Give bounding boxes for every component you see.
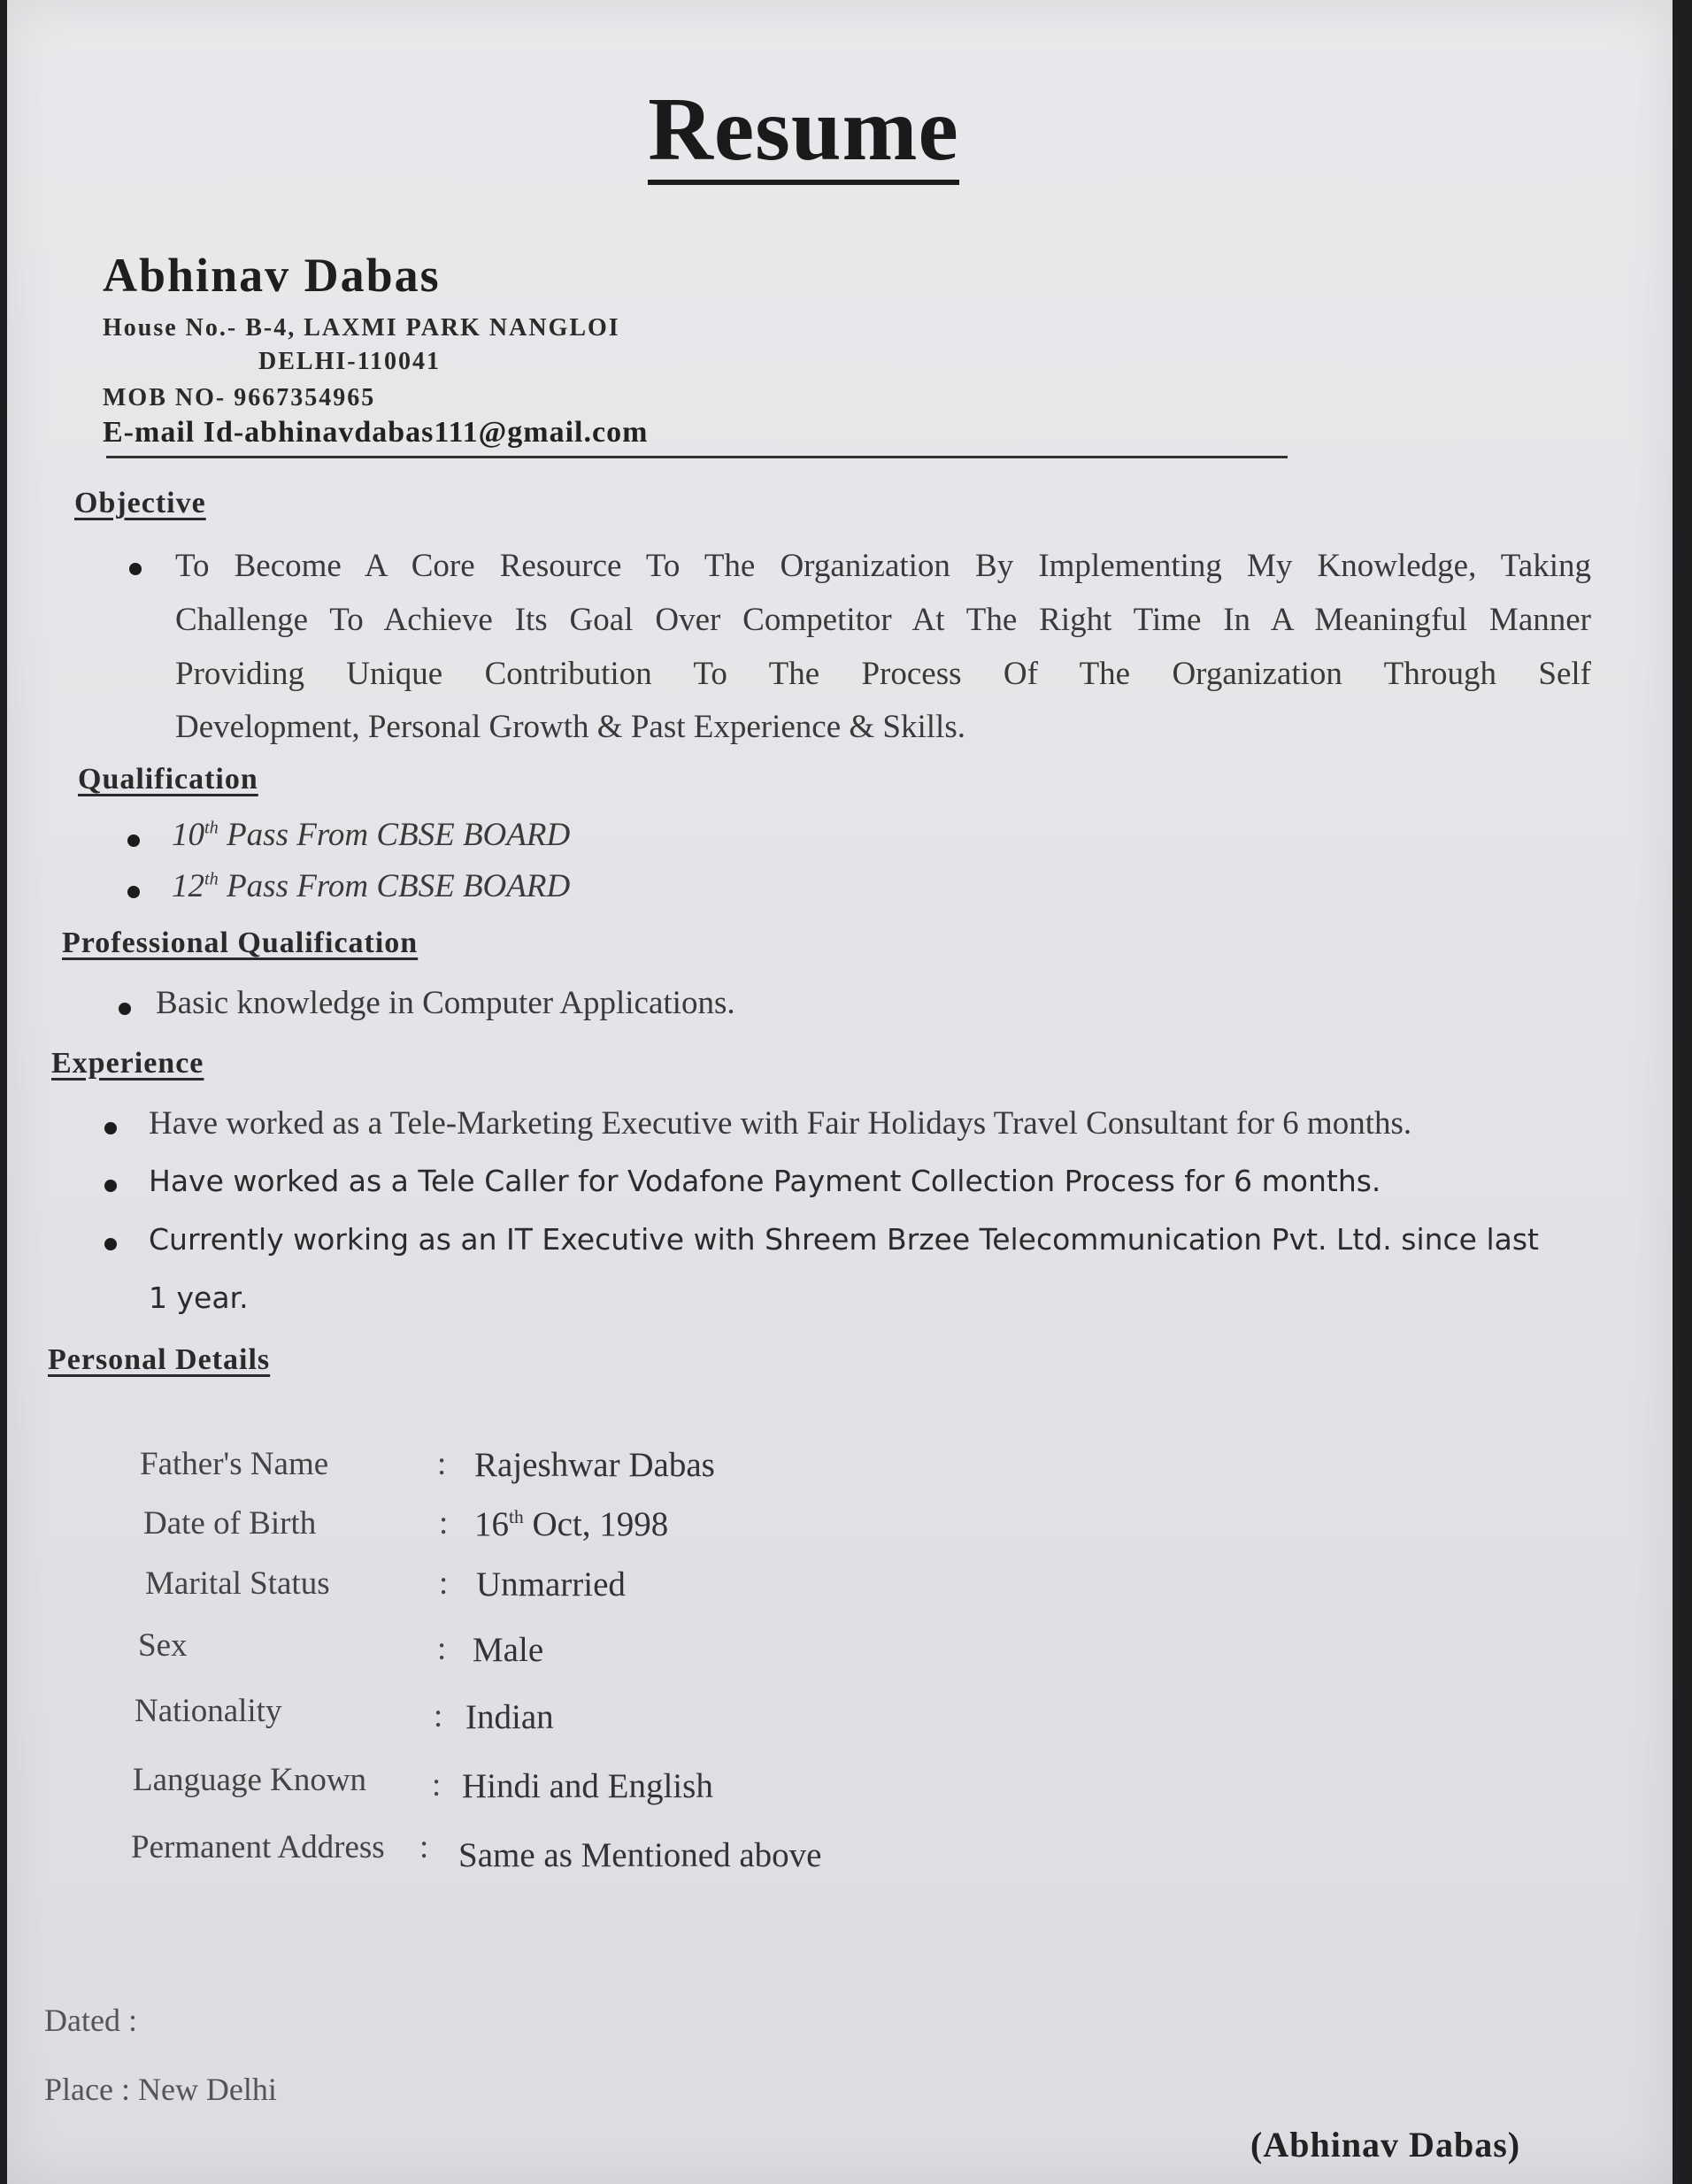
objective-line-3: Providing Unique Contribution To The Process Of The Organization Through Self <box>175 656 1591 692</box>
mobile-number: MOB NO- 9667354965 <box>103 384 376 411</box>
dated-label: Dated : <box>44 2003 137 2038</box>
email-address: E-mail Id-abhinavdabas111@gmail.com <box>103 416 649 449</box>
pd-label-sex: Sex <box>138 1627 188 1664</box>
experience-item-2: Have worked as a Tele Caller for Vodafone Payment Collection Process for 6 months. <box>149 1164 1381 1198</box>
qualification-bullet-1 <box>127 834 140 847</box>
pd-label-marital: Marital Status <box>145 1565 330 1602</box>
pd-label-father: Father's Name <box>140 1446 329 1482</box>
address-line-1: House No.- B-4, LAXMI PARK NANGLOI <box>103 314 620 342</box>
personal-details-heading: Personal Details <box>48 1343 271 1376</box>
pd-value-permanent-address: Same as Mentioned above <box>458 1836 822 1874</box>
pd-colon-marital: : <box>439 1565 449 1602</box>
professional-item-1: Basic knowledge in Computer Applications. <box>156 985 735 1021</box>
experience-bullet-2 <box>104 1180 117 1192</box>
pd-colon-permanent-address: : <box>419 1829 429 1865</box>
place-label: Place : New Delhi <box>44 2072 277 2107</box>
qualification-item-2: 12th Pass From CBSE BOARD <box>172 868 571 904</box>
experience-item-3-cont: 1 year. <box>149 1280 249 1315</box>
objective-heading: Objective <box>74 487 206 519</box>
objective-line-2: Challenge To Achieve Its Goal Over Competitor At The Right Time In A Meaningful Manner <box>175 602 1591 638</box>
pd-value-dob: 16th Oct, 1998 <box>474 1505 669 1543</box>
applicant-name: Abhinav Dabas <box>103 249 441 302</box>
professional-bullet <box>119 1003 131 1015</box>
pd-value-marital: Unmarried <box>476 1565 626 1603</box>
qualification-heading: Qualification <box>78 763 258 796</box>
pd-colon-sex: : <box>437 1631 447 1667</box>
title-text: Resume <box>648 80 959 185</box>
experience-item-3: Currently working as an IT Executive with Shreem Brzee Telecommunication Pvt. Ltd. since last <box>149 1222 1539 1257</box>
signature-name: (Abhinav Dabas) <box>1250 2125 1521 2165</box>
professional-qualification-heading: Professional Qualification <box>62 927 419 959</box>
pd-colon-father: : <box>437 1446 447 1482</box>
pd-value-father: Rajeshwar Dabas <box>474 1446 715 1484</box>
experience-item-1: Have worked as a Tele-Marketing Executive with Fair Holidays Travel Consultant for 6 months. <box>149 1105 1412 1142</box>
experience-bullet-1 <box>104 1122 117 1134</box>
pd-label-nationality: Nationality <box>135 1693 282 1729</box>
pd-label-language: Language Known <box>133 1762 367 1798</box>
pd-label-dob: Date of Birth <box>143 1505 317 1542</box>
pd-colon-dob: : <box>439 1505 449 1542</box>
objective-line-4: Development, Personal Growth & Past Experience & Skills. <box>175 709 965 745</box>
experience-heading: Experience <box>51 1047 204 1080</box>
pd-label-permanent-address: Permanent Address <box>131 1829 385 1865</box>
pd-colon-language: : <box>432 1767 442 1803</box>
pd-colon-nationality: : <box>434 1698 443 1734</box>
address-line-2: DELHI-110041 <box>258 348 442 375</box>
pd-value-nationality: Indian <box>465 1698 554 1736</box>
qualification-item-1: 10th Pass From CBSE BOARD <box>172 817 571 853</box>
resume-paper <box>7 0 1673 2184</box>
header-divider <box>106 456 1288 458</box>
pd-value-language: Hindi and English <box>462 1767 713 1805</box>
page-title <box>7 78 1600 181</box>
experience-bullet-3 <box>104 1238 117 1250</box>
objective-bullet <box>129 563 142 575</box>
qualification-bullet-2 <box>127 886 140 898</box>
objective-line-1: To Become A Core Resource To The Organization By Implementing My Knowledge, Taking <box>175 548 1591 584</box>
pd-value-sex: Male <box>473 1631 544 1669</box>
